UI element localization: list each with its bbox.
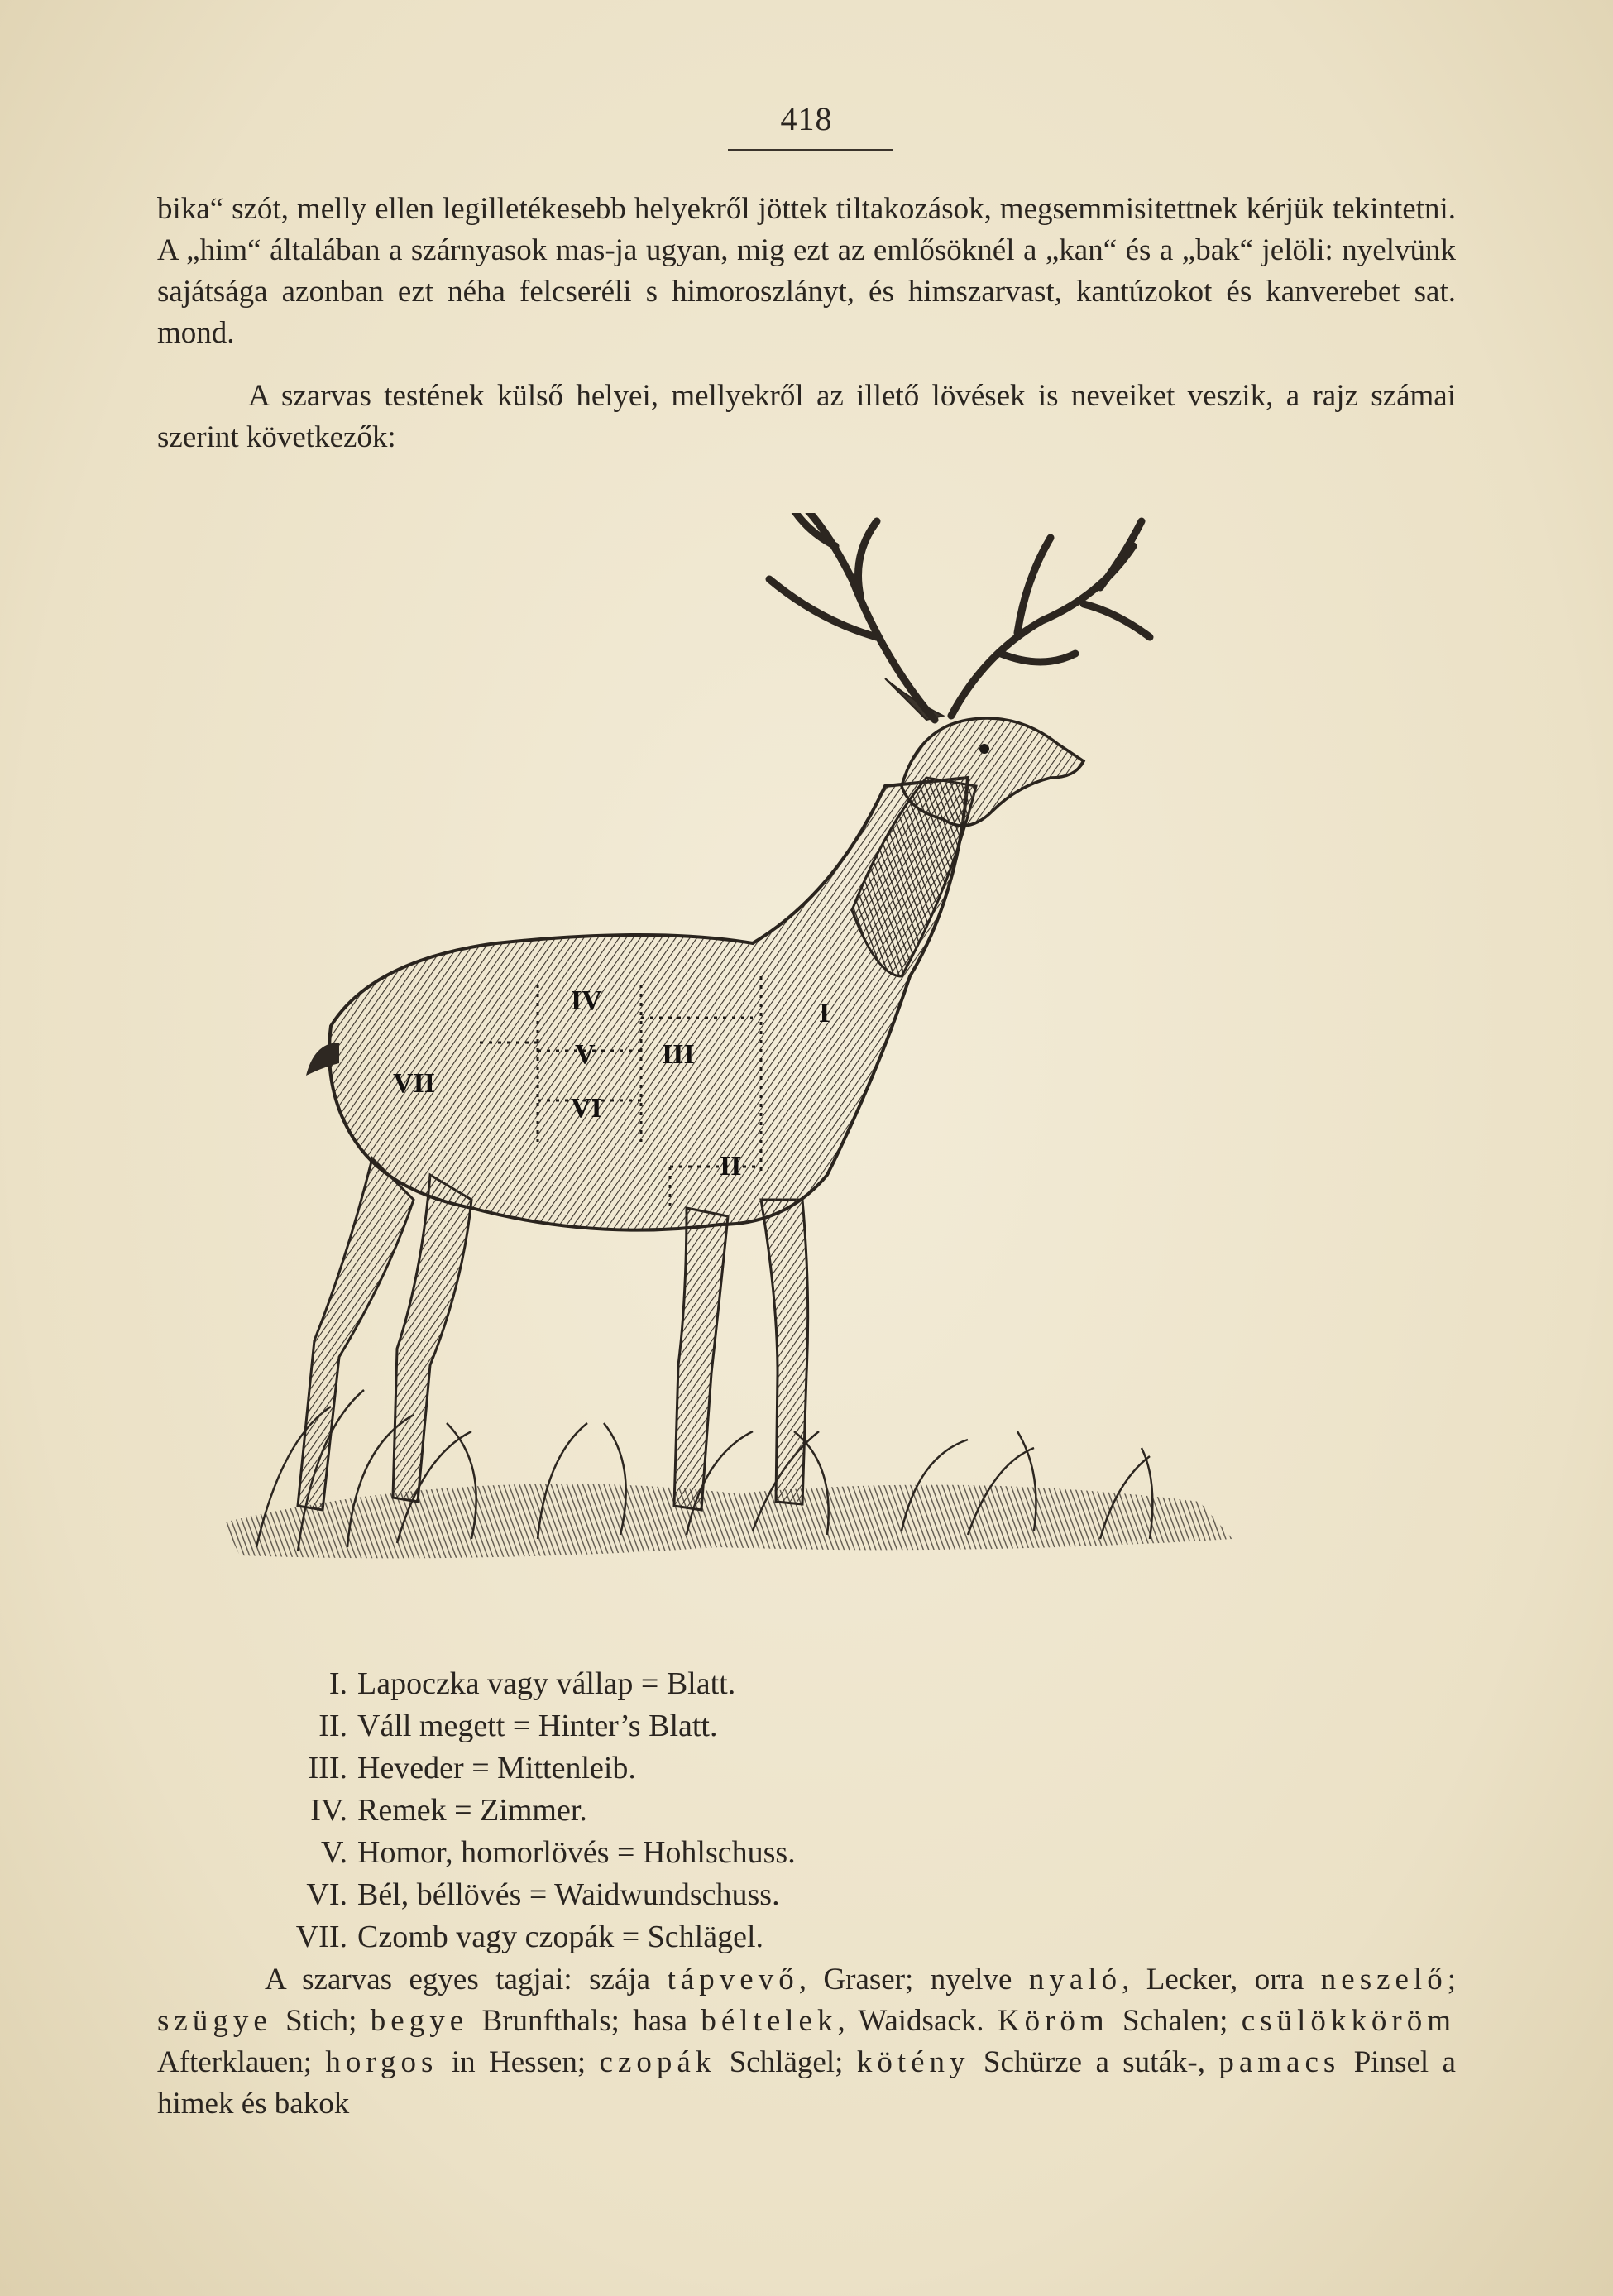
deer-illustration <box>223 513 1348 1647</box>
deer-antlers <box>769 513 1150 720</box>
page-number-rule <box>728 149 893 151</box>
deer-eye <box>979 744 989 754</box>
legend-item: VII. Czomb vagy czopák = Schlägel. <box>295 1920 764 1954</box>
page-number: 418 <box>780 100 833 137</box>
legend-item: II. Váll megett = Hinter’s Blatt. <box>318 1709 718 1743</box>
paragraph-2: A szarvas testének külső helyei, mellyekről az illető lövések is neveiket veszik, a rajz számai szerint következők: <box>157 379 1456 454</box>
label-v: V <box>575 1039 596 1070</box>
paragraph-1: bika“ szót, melly ellen legilletékesebb helyekről jöttek tiltakozások, megsemmisitettnek kérjük tekintetni. A „him“ általában a szárnyasok mas-ja ugyan, mig ezt az emlősöknél a „kan“ és a „bak“ jelöli: nyelvünk sajátsága azonban ezt néha felcseréli s himoroszlányt, és himszarvast, kantúzokot és kanverebet sat. mond. <box>157 192 1456 350</box>
label-vi: VI <box>571 1093 602 1124</box>
grass-ground <box>223 1390 1232 1558</box>
legend-item: IV. Remek = Zimmer. <box>310 1793 587 1828</box>
label-iv: IV <box>571 985 602 1016</box>
legend-list <box>273 1663 1017 1958</box>
legend-item: III. Heveder = Mittenleib. <box>308 1751 636 1786</box>
deer-body <box>329 778 968 1230</box>
legend-item: I. Lapoczka vagy vállap = Blatt. <box>328 1666 736 1701</box>
label-vii: VII <box>393 1068 436 1099</box>
label-ii: II <box>720 1151 742 1182</box>
legend-item: V. Homor, homorlövés = Hohlschuss. <box>320 1835 796 1870</box>
label-iii: III <box>662 1039 695 1070</box>
legend-item: VI. Bél, béllövés = Waidwundschuss. <box>306 1877 780 1912</box>
deer-head <box>902 718 1084 826</box>
paragraph-3: A szarvas egyes tagjai: szája tápvevő, Graser; nyelve nyaló, Lecker, orra neszelő; szügye Stich; begye Brunfthals; hasa béltelek, Waidsack. Köröm Schalen; csülökköröm Afterklauen; horgos in Hessen; czopák Schlägel; kötény Schürze a suták-, pamacs Pinsel a himek és bakok <box>157 1963 1456 2121</box>
label-i: I <box>819 998 830 1028</box>
